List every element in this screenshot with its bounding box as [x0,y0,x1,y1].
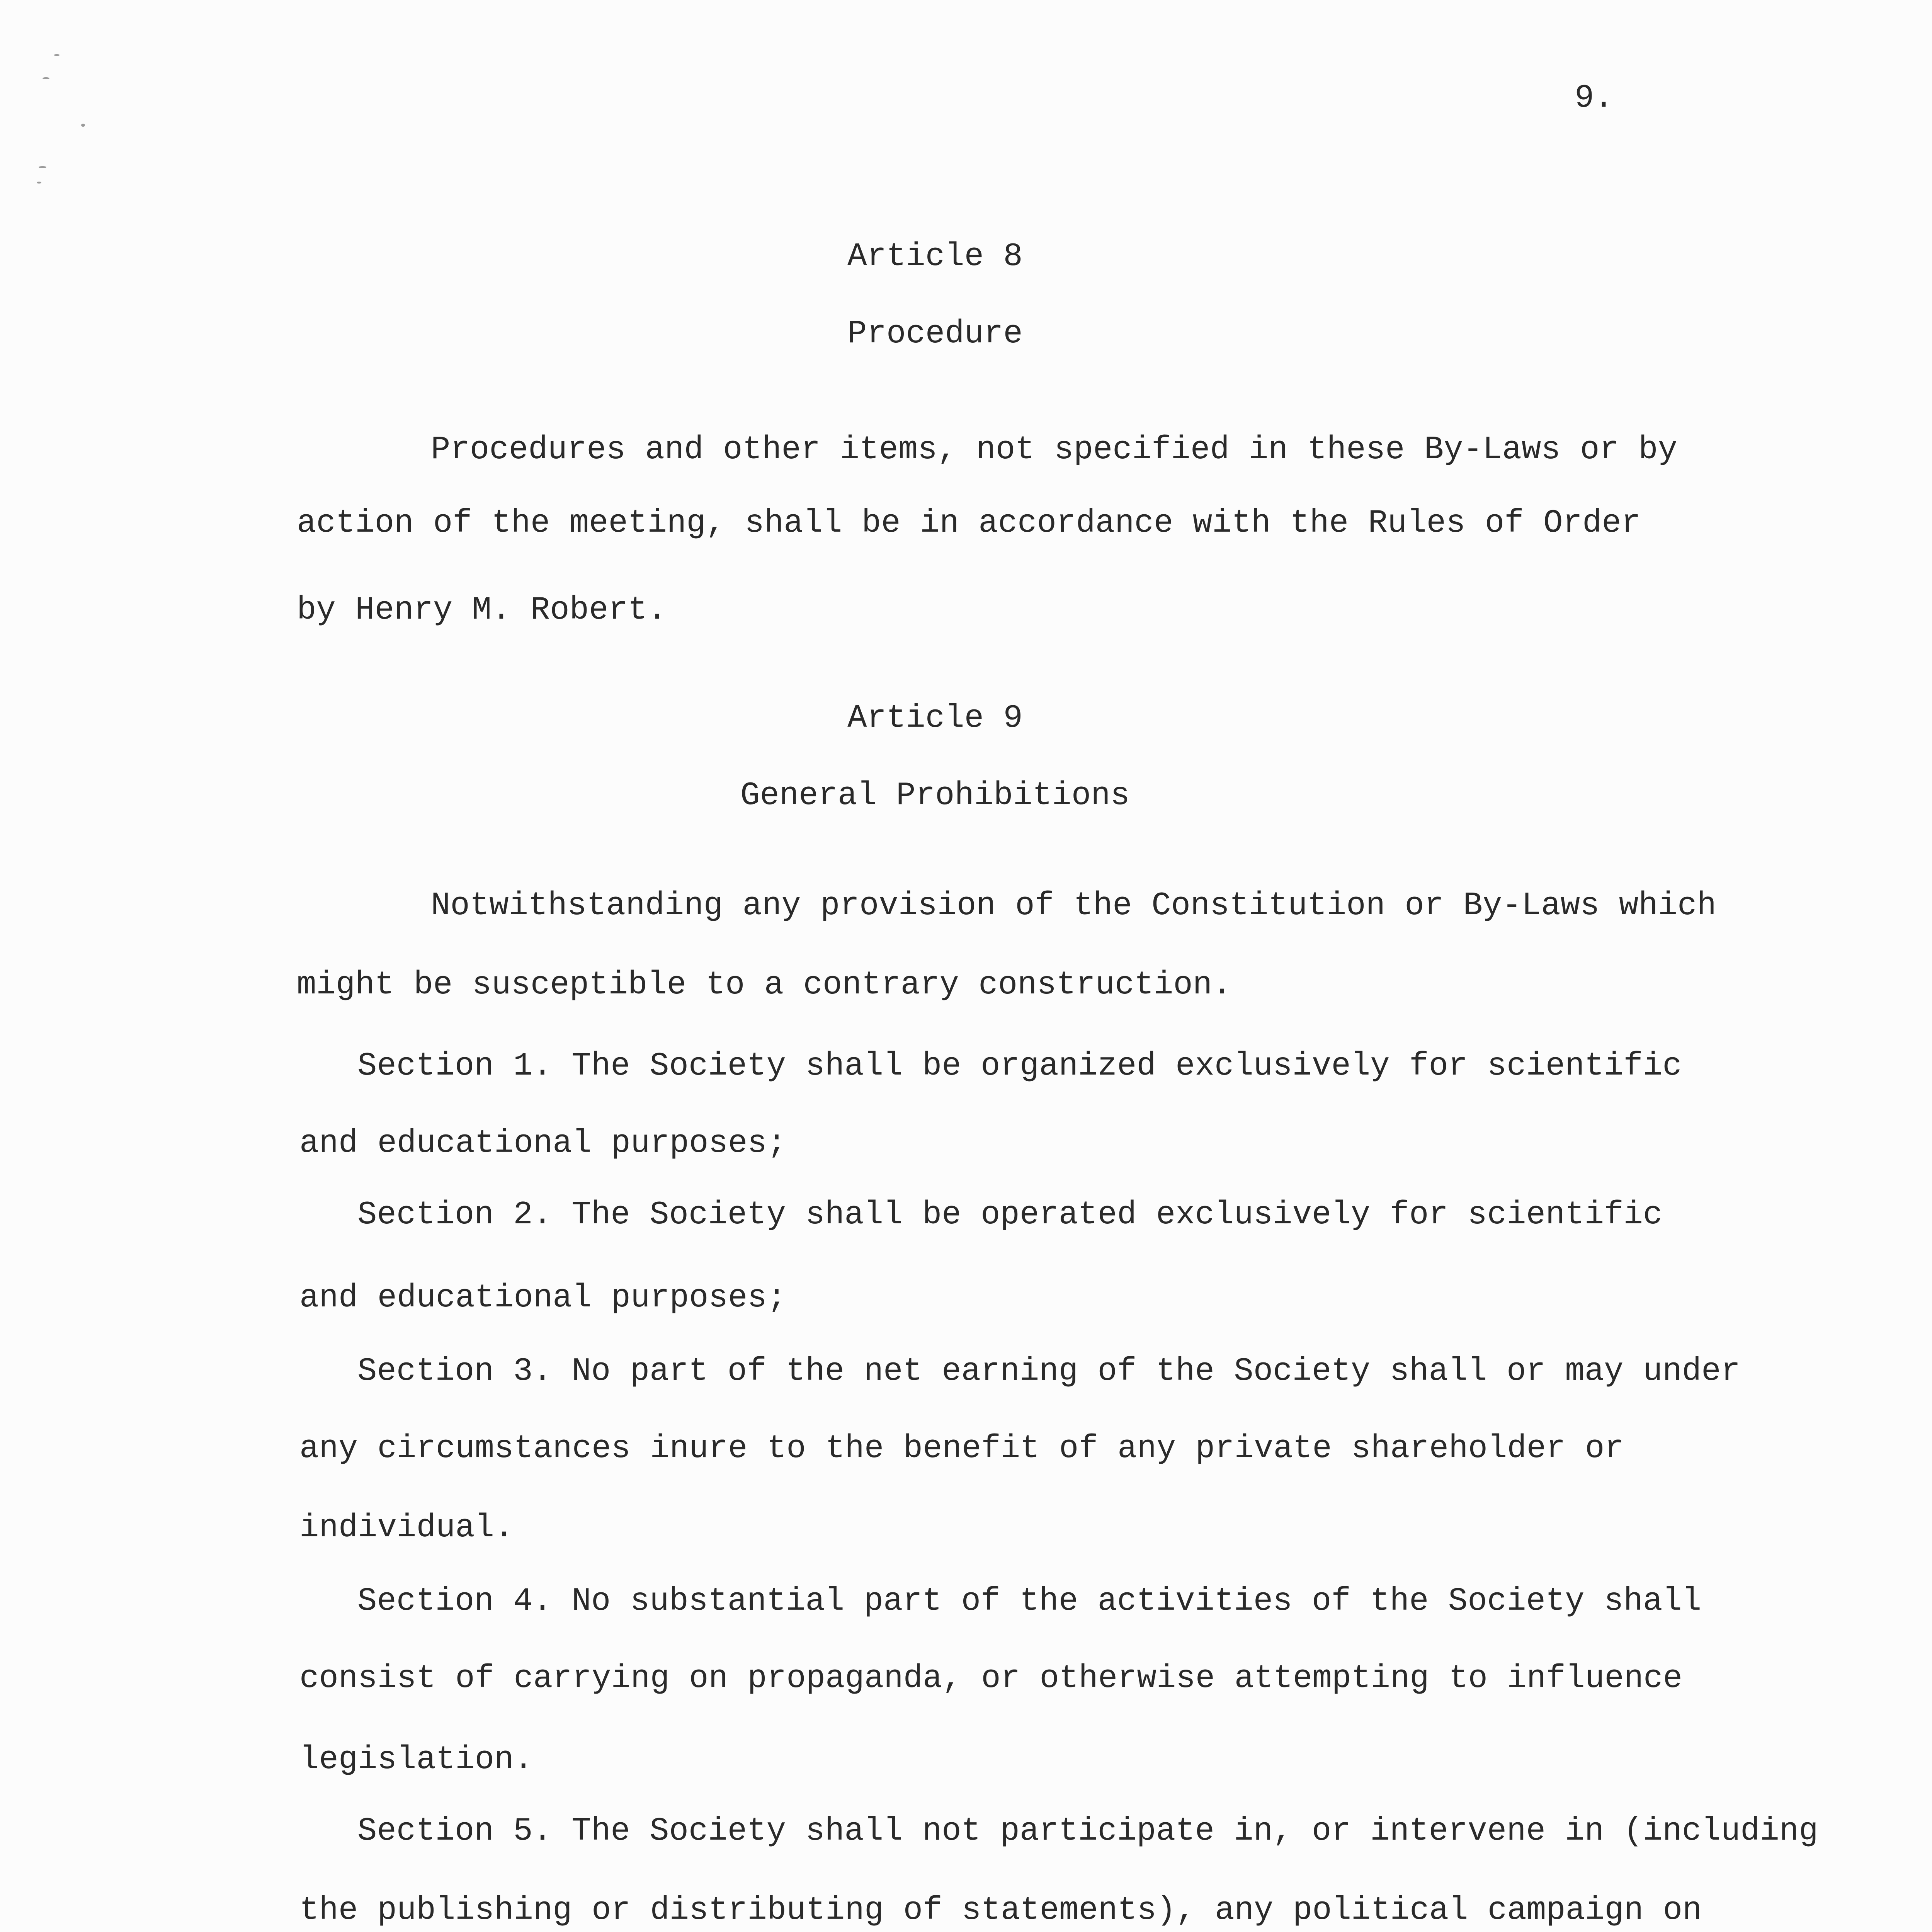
article-8-paragraph-line: by Henry M. Robert. [297,592,667,629]
section-2-line: and educational purposes; [299,1280,787,1316]
scan-speck [81,124,85,127]
scan-speck [37,182,41,184]
article-8-paragraph-line: Procedures and other items, not specified in these By-Laws or by [431,432,1678,468]
section-5-line: the publishing or distributing of statements), any political campaign on [299,1892,1702,1929]
page-number: 9. [1575,80,1614,117]
article-8-heading: Article 8 [847,238,1023,275]
section-3-line: Section 3. No part of the net earning of the Society shall or may under [357,1353,1740,1390]
section-2-line: Section 2. The Society shall be operated exclusively for scientific [357,1197,1663,1233]
article-9-title: General Prohibitions [740,777,1130,814]
section-1-line: Section 1. The Society shall be organized exclusively for scientific [357,1048,1682,1085]
article-8-title: Procedure [847,316,1023,352]
section-5-line: Section 5. The Society shall not participate in, or intervene in (including [357,1813,1818,1850]
section-3-line: individual. [299,1510,514,1546]
article-9-heading: Article 9 [847,700,1023,737]
section-3-line: any circumstances inure to the benefit of any private shareholder or [299,1430,1624,1467]
section-1-line: and educational purposes; [299,1125,787,1162]
article-9-intro-line: might be susceptible to a contrary construction. [297,967,1232,1003]
section-4-line: consist of carrying on propaganda, or otherwise attempting to influence [299,1660,1682,1697]
article-8-paragraph-line: action of the meeting, shall be in accordance with the Rules of Order [297,505,1641,542]
article-9-intro-line: Notwithstanding any provision of the Constitution or By-Laws which [431,888,1716,924]
scan-speck [54,54,60,56]
scan-speck [43,77,49,79]
section-4-line: Section 4. No substantial part of the activities of the Society shall [357,1583,1702,1620]
section-4-line: legislation. [299,1742,533,1778]
scan-speck [39,166,46,168]
